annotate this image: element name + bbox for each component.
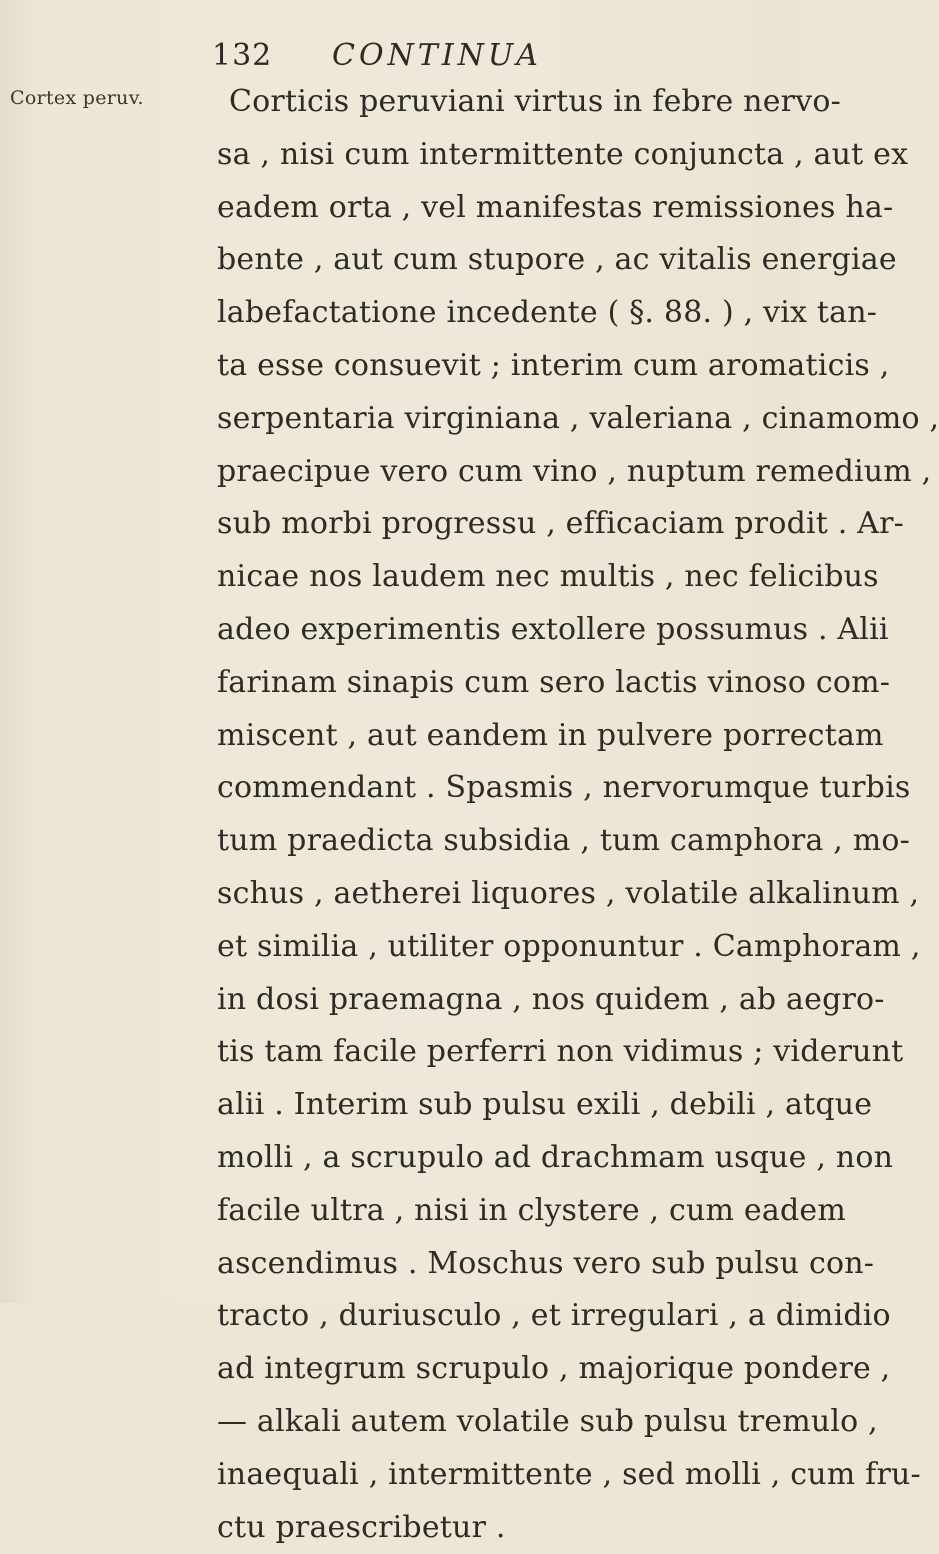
text-line: nicae nos laudem nec multis , nec felicibus [217, 559, 879, 595]
text-line: in dosi praemagna , nos quidem , ab aegro- [217, 981, 885, 1017]
page-number: 132 [212, 38, 273, 73]
text-line: sa , nisi cum intermittente conjuncta , aut ex [217, 136, 909, 172]
body-text [217, 76, 939, 1554]
text-line: sub morbi progressu , efficaciam prodit . Ar- [217, 506, 904, 542]
text-line: alii . Interim sub pulsu exili , debili , atque [217, 1087, 873, 1123]
margin-note: Cortex peruv. [10, 87, 144, 109]
text-line: commendant . Spasmis , nervorumque turbis [217, 770, 911, 806]
text-line: ctu praescribetur . [217, 1509, 506, 1545]
text-line: Corticis peruviani virtus in febre nervo- [229, 84, 841, 119]
text-line: inaequali , intermittente , sed molli , cum fru- [217, 1456, 921, 1492]
text-line: tis tam facile perferri non vidimus ; viderunt [217, 1034, 904, 1070]
text-line: facile ultra , nisi in clystere , cum eadem [217, 1192, 846, 1228]
text-line: schus , aetherei liquores , volatile alkalinum , [217, 875, 920, 911]
text-line: praecipue vero cum vino , nuptum remedium , [217, 453, 932, 489]
text-line: ad integrum scrupulo , majorique pondere , [217, 1351, 891, 1387]
text-line: tum praedicta subsidia , tum camphora , mo- [217, 823, 910, 859]
text-line: miscent , aut eandem in pulvere porrectam [217, 717, 884, 753]
text-line: ta esse consuevit ; interim cum aromaticis , [217, 347, 890, 383]
text-line: adeo experimentis extollere possumus . Alii [217, 611, 889, 647]
text-line: tracto , duriusculo , et irregulari , a dimidio [217, 1298, 891, 1334]
text-line: ascendimus . Moschus vero sub pulsu con- [217, 1245, 875, 1281]
text-line: molli , a scrupulo ad drachmam usque , non [217, 1139, 894, 1175]
text-line: bente , aut cum stupore , ac vitalis energiae [217, 242, 897, 278]
text-line: eadem orta , vel manifestas remissiones ha- [217, 189, 894, 225]
text-line: et similia , utiliter opponuntur . Camphoram , [217, 928, 921, 964]
page-header [0, 38, 800, 78]
running-head: CONTINUA [332, 38, 542, 73]
text-line: farinam sinapis cum sero lactis vinoso com- [217, 664, 891, 700]
text-line: labefactatione incedente ( §. 88. ) , vix tan- [217, 295, 878, 331]
text-line: serpentaria virginiana , valeriana , cinamomo , [217, 400, 939, 436]
text-line: — alkali autem volatile sub pulsu tremulo , [217, 1403, 878, 1439]
